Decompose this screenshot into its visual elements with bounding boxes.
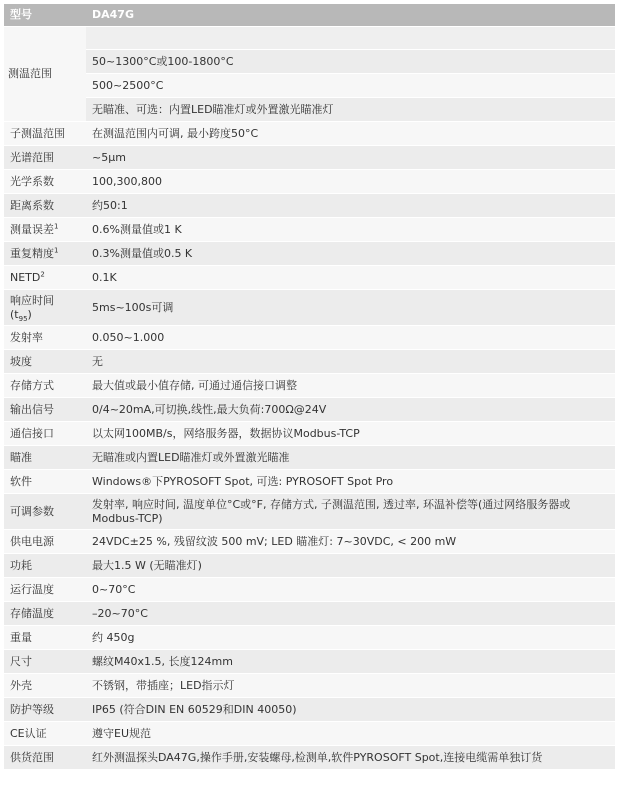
- spec-value: IP65 (符合DIN EN 60529和DIN 40050): [86, 698, 615, 722]
- spec-row: [4, 218, 615, 242]
- spec-key: 存储温度: [4, 602, 86, 626]
- spec-row: [4, 722, 615, 746]
- spec-value: 0.1K: [86, 266, 615, 290]
- spec-row: [4, 374, 615, 398]
- spec-row: [4, 626, 615, 650]
- spec-value: 在测温范围内可调, 最小跨度50°C: [86, 122, 615, 146]
- spec-value: 螺纹M40x1.5, 长度124mm: [86, 650, 615, 674]
- spec-key-text: 重复精度: [10, 246, 54, 260]
- spec-key: 瞄准: [4, 446, 86, 470]
- header-key: 型号: [4, 4, 86, 27]
- spec-value: 不锈钢，带插座；LED指示灯: [86, 674, 615, 698]
- spec-key-text: (t: [10, 307, 19, 321]
- spec-row: [4, 674, 615, 698]
- spec-key: 运行温度: [4, 578, 86, 602]
- temp-range-spacer-row: [4, 27, 615, 50]
- spec-key: 防护等级: [4, 698, 86, 722]
- spec-table: [4, 4, 615, 770]
- spec-key: 通信接口: [4, 422, 86, 446]
- spec-key: [4, 290, 86, 326]
- spec-row: [4, 350, 615, 374]
- spec-value: 0~70°C: [86, 578, 615, 602]
- temp-range-row-3: [4, 98, 615, 122]
- spec-row: [4, 290, 615, 326]
- temp-range-value-2: 500~2500°C: [86, 74, 615, 98]
- spec-key: 重量: [4, 626, 86, 650]
- spec-key: [4, 242, 86, 266]
- spec-row: [4, 422, 615, 446]
- spec-row: [4, 746, 615, 770]
- spec-row: [4, 470, 615, 494]
- spec-key: 存储方式: [4, 374, 86, 398]
- spec-value: 无: [86, 350, 615, 374]
- spec-value: 0/4~20mA,可切换,线性,最大负荷:700Ω@24V: [86, 398, 615, 422]
- spec-row: [4, 266, 615, 290]
- temp-range-value-3: 无瞄准、可选：内置LED瞄准灯或外置激光瞄准灯: [86, 98, 615, 122]
- spec-value: 发射率, 响应时间, 温度单位°C或°F, 存储方式, 子测温范围, 透过率, 环温补偿等(通过网络服务器或Modbus-TCP): [86, 494, 615, 530]
- spec-value: Windows®下PYROSOFT Spot, 可选: PYROSOFT Spot Pro: [86, 470, 615, 494]
- spec-key: 坡度: [4, 350, 86, 374]
- spec-key: 软件: [4, 470, 86, 494]
- spec-row: [4, 242, 615, 266]
- temp-range-row-1: [4, 50, 615, 74]
- spec-key: CE认证: [4, 722, 86, 746]
- spec-value: 以太网100MB/s，网络服务器，数据协议Modbus-TCP: [86, 422, 615, 446]
- spec-row: [4, 170, 615, 194]
- spec-value: 0.6%测量值或1 K: [86, 218, 615, 242]
- spec-row: [4, 554, 615, 578]
- spec-value: 最大值或最小值存储, 可通过通信接口调整: [86, 374, 615, 398]
- spec-row: [4, 398, 615, 422]
- temp-range-row-2: [4, 74, 615, 98]
- spec-row: [4, 494, 615, 530]
- spec-key: [4, 218, 86, 242]
- spec-key-text: ): [27, 307, 32, 321]
- spec-key: 光谱范围: [4, 146, 86, 170]
- spec-value: 24VDC±25 %, 残留纹波 500 mV; LED 瞄准灯: 7~30VDC, < 200 mW: [86, 530, 615, 554]
- spec-key: 供电电源: [4, 530, 86, 554]
- spec-row: [4, 650, 615, 674]
- temp-range-label: 测温范围: [4, 27, 86, 122]
- spec-key: 光学系数: [4, 170, 86, 194]
- footnote-mark: 1: [54, 245, 59, 254]
- temp-range-spacer: [86, 27, 615, 50]
- spec-value: –20~70°C: [86, 602, 615, 626]
- spec-row: [4, 446, 615, 470]
- spec-value: 0.050~1.000: [86, 326, 615, 350]
- temp-range-value-1: 50~1300°C或100-1800°C: [86, 50, 615, 74]
- spec-key: [4, 266, 86, 290]
- spec-key: 发射率: [4, 326, 86, 350]
- spec-key: 子测温范围: [4, 122, 86, 146]
- spec-value: 约50:1: [86, 194, 615, 218]
- spec-key-text: 测量误差: [10, 222, 54, 236]
- spec-key: 功耗: [4, 554, 86, 578]
- spec-value: 最大1.5 W (无瞄准灯): [86, 554, 615, 578]
- spec-row: [4, 326, 615, 350]
- spec-value: 100,300,800: [86, 170, 615, 194]
- footnote-mark: 1: [54, 221, 59, 230]
- header-model: DA47G: [86, 4, 615, 27]
- spec-key: 尺寸: [4, 650, 86, 674]
- spec-value: 遵守EU规范: [86, 722, 615, 746]
- spec-key: 距离系数: [4, 194, 86, 218]
- spec-value: 红外测温探头DA47G,操作手册,安装螺母,检测单,软件PYROSOFT Spot,连接电缆需单独订货: [86, 746, 615, 770]
- spec-value: 无瞄准或内置LED瞄准灯或外置激光瞄准: [86, 446, 615, 470]
- header-row: [4, 4, 615, 27]
- spec-key: 供货范围: [4, 746, 86, 770]
- spec-row: [4, 578, 615, 602]
- spec-row: [4, 122, 615, 146]
- spec-row: [4, 602, 615, 626]
- spec-value: 5ms~100s可调: [86, 290, 615, 326]
- spec-key-text: 响应时间: [10, 293, 54, 307]
- subscript-mark: 95: [18, 314, 28, 323]
- spec-row: [4, 146, 615, 170]
- spec-value: 0.3%测量值或0.5 K: [86, 242, 615, 266]
- spec-key: 外壳: [4, 674, 86, 698]
- spec-key: 输出信号: [4, 398, 86, 422]
- spec-key-text: NETD: [10, 270, 41, 284]
- spec-row: [4, 194, 615, 218]
- spec-value: ~5μm: [86, 146, 615, 170]
- spec-row: [4, 698, 615, 722]
- spec-value: 约 450g: [86, 626, 615, 650]
- footnote-mark: 2: [40, 269, 45, 278]
- spec-key: 可调参数: [4, 494, 86, 530]
- spec-row: [4, 530, 615, 554]
